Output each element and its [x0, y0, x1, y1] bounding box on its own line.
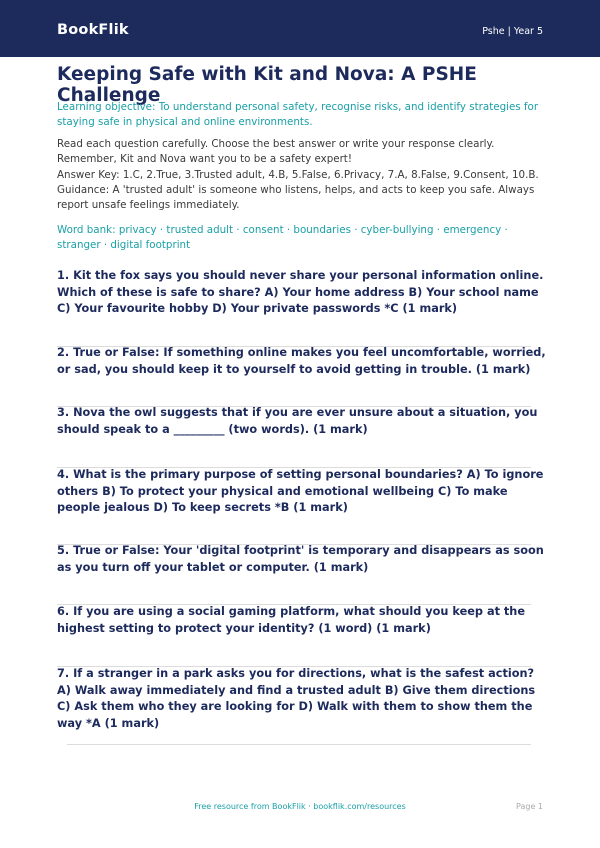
question-1: 1. Kit the fox says you should never share your personal information online. Which of these is safe to share? A) Your home address B) Your school name C) Your favourite hobby D) Your private passwords *C (1 mark) [57, 269, 544, 315]
brand-logo-text: BookFlik [57, 22, 129, 38]
answer-key-text: Answer Key: 1.C, 2.True, 3.Trusted adult, 4.B, 5.False, 6.Privacy, 7.A, 8.False, 9.Consent, 10.B. Guidance: A 'trusted adult' is someone who listens, helps, and acts to keep you safe. Always report unsafe feelings immediately. [57, 169, 539, 211]
page-header [0, 0, 600, 57]
worksheet-title: Keeping Safe with Kit and Nova: A PSHE Challenge [57, 64, 477, 106]
footer-link-text[interactable]: Free resource from BookFlik · bookflik.com/resources [194, 802, 406, 811]
learning-objective: Learning objective: To understand personal safety, recognise risks, and identify strategies for staying safe in physical and online environments. [57, 101, 539, 128]
answer-line [67, 744, 531, 745]
subject-year-label: Pshe | Year 5 [482, 26, 543, 37]
page-number: Page 1 [516, 802, 543, 811]
question-7: 7. If a stranger in a park asks you for directions, what is the safest action? A) Walk away immediately and find a trusted adult B) Give them directions C) Ask them who they are looking for D) Walk with them to show them the way *A (1 mark) [57, 667, 536, 730]
question-5: 5. True or False: Your 'digital footprint' is temporary and disappears as soon as you turn off your tablet or computer. (1 mark) [57, 544, 544, 574]
question-3: 3. Nova the owl suggests that if you are ever unsure about a situation, you should speak to a _________ (two words). (1 mark) [57, 406, 538, 436]
word-bank: Word bank: privacy · trusted adult · consent · boundaries · cyber-bullying · emergency · stranger · digital footprint [57, 224, 508, 251]
question-6: 6. If you are using a social gaming platform, what should you keep at the highest setting to protect your identity? (1 word) (1 mark) [57, 605, 526, 635]
question-2: 2. True or False: If something online makes you feel uncomfortable, worried, or sad, you should keep it to yourself to avoid getting in trouble. (1 mark) [57, 346, 546, 376]
instructions-text: Read each question carefully. Choose the best answer or write your response clearly. Remember, Kit and Nova want you to be a safety expert! [57, 138, 495, 165]
question-4: 4. What is the primary purpose of setting personal boundaries? A) To ignore others B) To protect your physical and emotional wellbeing C) To make people jealous D) To keep secrets *B (1 mark) [57, 468, 544, 514]
